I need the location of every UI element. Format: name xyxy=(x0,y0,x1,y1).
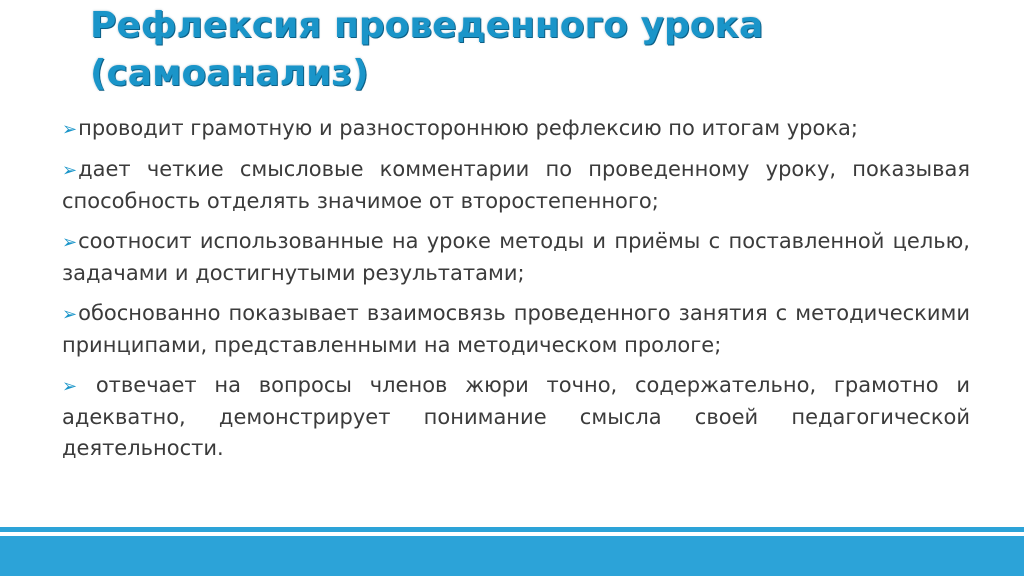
title-line-1: Рефлексия проведенного урока xyxy=(90,5,764,46)
footer-bar xyxy=(0,536,1024,576)
bullet-item xyxy=(62,154,970,217)
bullet-text: проводит грамотную и разностороннюю рефлексию по итогам урока; xyxy=(78,116,858,140)
bullet-text: обоснованно показывает взаимосвязь проведенного занятия с методическими принципами, представленными на методическом прологе; xyxy=(62,301,970,357)
bullet-item xyxy=(62,370,970,464)
arrow-bullet-icon: ➢ xyxy=(62,232,78,253)
bullet-text: дает четкие смысловые комментарии по проведенному уроку, показывая способность отделять значимое от второстепенного; xyxy=(62,157,970,213)
bullet-item xyxy=(62,226,970,289)
arrow-bullet-icon: ➢ xyxy=(62,304,78,325)
title-line-2: (самоанализ) xyxy=(90,53,369,94)
arrow-bullet-icon: ➢ xyxy=(62,376,78,397)
footer-accent-line xyxy=(0,527,1024,532)
bullet-text: отвечает на вопросы членов жюри точно, содержательно, грамотно и адекватно, демонстрирует понимание смысла своей педагогической деятельности. xyxy=(62,373,970,460)
arrow-bullet-icon: ➢ xyxy=(62,119,78,140)
arrow-bullet-icon: ➢ xyxy=(62,160,78,181)
slide-title xyxy=(90,2,990,98)
bullet-list xyxy=(62,113,970,473)
bullet-text: соотносит использованные на уроке методы и приёмы с поставленной целью, задачами и достигнутыми результатами; xyxy=(62,229,970,285)
bullet-item xyxy=(62,298,970,361)
bullet-item xyxy=(62,113,970,145)
